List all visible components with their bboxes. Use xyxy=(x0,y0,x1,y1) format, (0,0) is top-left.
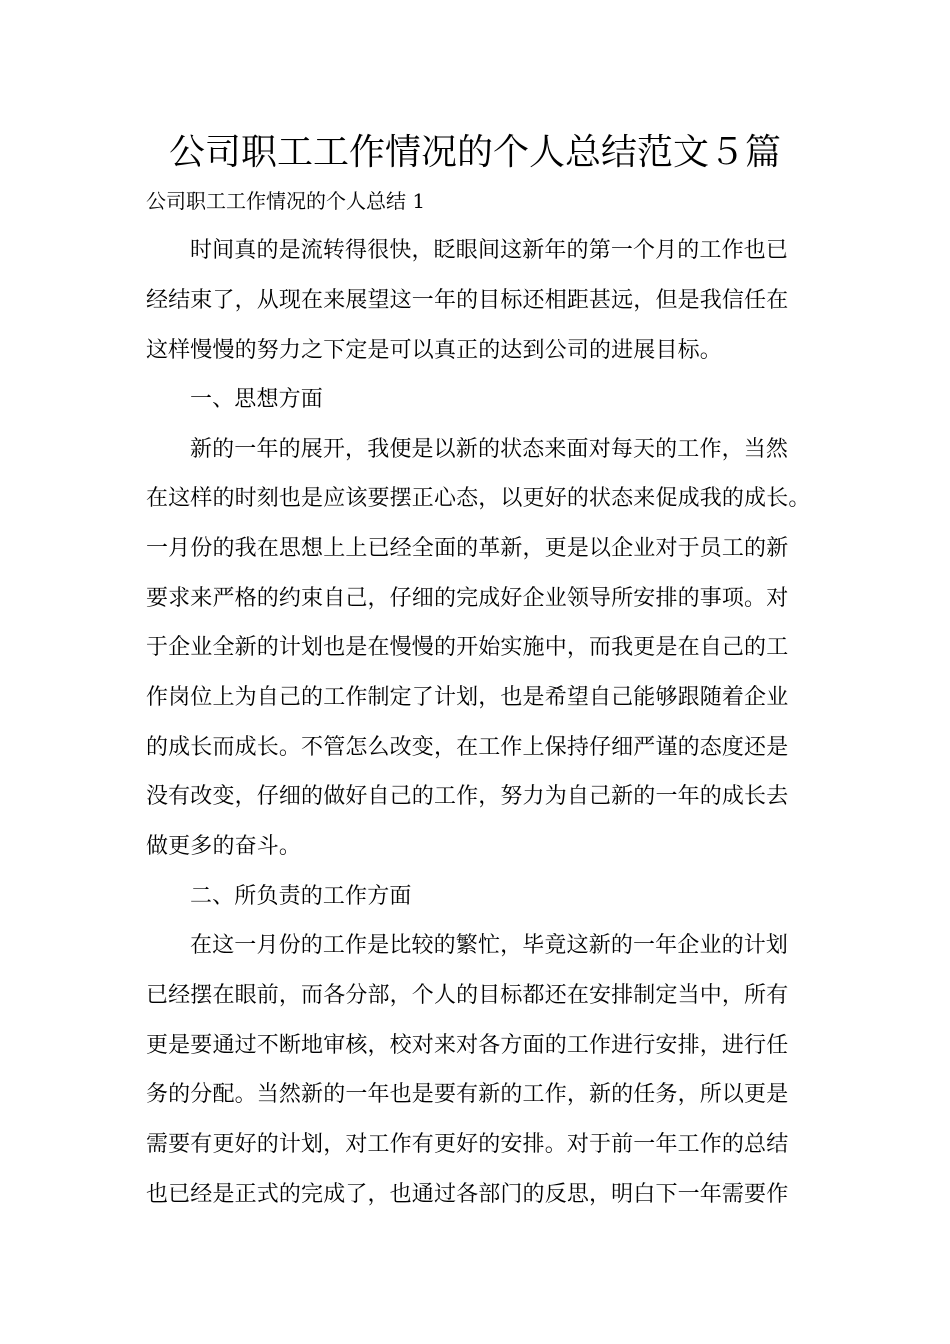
paragraph-line: 在这样的时刻也是应该要摆正心态，以更好的状态来促成我的成长。 xyxy=(146,486,811,511)
paragraph-line: 一月份的我在思想上上已经全面的革新，更是以企业对于员工的新 xyxy=(146,536,789,561)
paragraph-line: 更是要通过不断地审核，校对来对各方面的工作进行安排，进行任 xyxy=(146,1033,789,1058)
document-title: 公司职工工作情况的个人总结范文５篇 xyxy=(168,132,781,173)
section-heading: 二、所负责的工作方面 xyxy=(190,884,412,909)
section-subtitle: 公司职工工作情况的个人总结 1 xyxy=(146,189,426,213)
paragraph-line: 已经摆在眼前，而各分部，个人的目标都还在安排制定当中，所有 xyxy=(146,983,789,1008)
paragraph-line: 务的分配。当然新的一年也是要有新的工作，新的任务，所以更是 xyxy=(146,1082,789,1107)
paragraph-line: 要求来严格的约束自己，仔细的完成好企业领导所安排的事项。对 xyxy=(146,586,789,611)
paragraph-line: 需要有更好的计划，对工作有更好的安排。对于前一年工作的总结 xyxy=(146,1132,789,1157)
paragraph-line: 没有改变，仔细的做好自己的工作，努力为自己新的一年的成长去 xyxy=(146,784,789,809)
paragraph-line: 在这一月份的工作是比较的繁忙，毕竟这新的一年企业的计划 xyxy=(190,933,789,958)
paragraph-line: 作岗位上为自己的工作制定了计划，也是希望自己能够跟随着企业 xyxy=(146,685,789,710)
paragraph-line: 于企业全新的计划也是在慢慢的开始实施中，而我更是在自己的工 xyxy=(146,635,789,660)
paragraph-line: 的成长而成长。不管怎么改变，在工作上保持仔细严谨的态度还是 xyxy=(146,735,789,760)
paragraph-line: 做更多的奋斗。 xyxy=(146,834,302,859)
paragraph-line: 新的一年的展开，我便是以新的状态来面对每天的工作，当然 xyxy=(190,437,789,462)
paragraph-line: 也已经是正式的完成了，也通过各部门的反思，明白下一年需要作 xyxy=(146,1182,789,1207)
paragraph-line: 经结束了，从现在来展望这一年的目标还相距甚远，但是我信任在 xyxy=(146,288,789,313)
paragraph-line: 时间真的是流转得很快，眨眼间这新年的第一个月的工作也已 xyxy=(190,238,789,263)
section-heading: 一、思想方面 xyxy=(190,387,323,412)
paragraph-line: 这样慢慢的努力之下定是可以真正的达到公司的进展目标。 xyxy=(146,338,722,363)
